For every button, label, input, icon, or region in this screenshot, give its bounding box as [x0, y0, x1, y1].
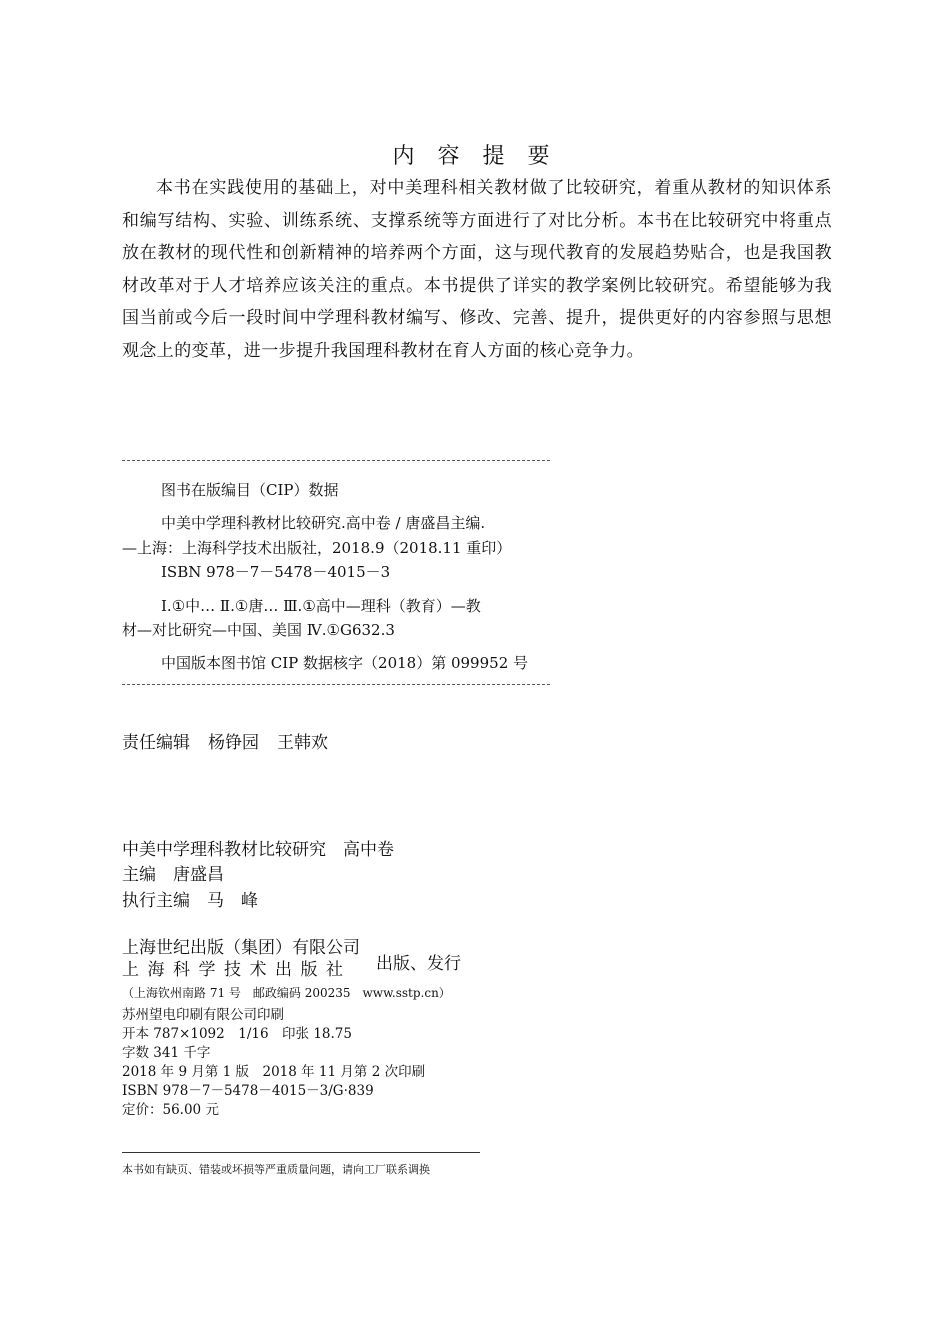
executive-editor: 执行主编 马 峰: [122, 891, 258, 911]
chief-editor: 主编 唐盛昌: [122, 865, 224, 885]
publisher-address: （上海钦州南路 71 号 邮政编码 200235 www.sstp.cn）: [122, 986, 451, 1000]
word-count: 字数 341 千字: [122, 1045, 211, 1061]
cip-subjects-line1: Ⅰ.①中… Ⅱ.①唐… Ⅲ.①高中—理科（教育）—教: [161, 597, 481, 615]
cip-entry-line1: 中美中学理科教材比较研究.高中卷 / 唐盛昌主编.: [161, 514, 486, 532]
cip-verification: 中国版本图书馆 CIP 数据核字（2018）第 099952 号: [161, 654, 529, 672]
quality-notice: 本书如有缺页、错装或坏损等严重质量问题，请向工厂联系调换: [122, 1163, 430, 1176]
cip-isbn: ISBN 978－7－5478－4015－3: [161, 563, 391, 581]
book-title: 中美中学理科教材比较研究 高中卷: [122, 840, 394, 860]
publisher-names: [122, 937, 360, 981]
responsible-editors: [122, 728, 346, 753]
responsible-editor-name: 杨铮园: [208, 733, 259, 753]
cip-top-divider: [122, 460, 550, 461]
cip-bottom-divider: [122, 684, 550, 685]
notice-divider: [122, 1152, 480, 1153]
cip-entry-line2: —上海：上海科学技术出版社，2018.9（2018.11 重印）: [122, 539, 512, 557]
publisher-group: 上海世纪出版（集团）有限公司: [122, 938, 360, 958]
responsible-editors-label: 责任编辑: [122, 733, 190, 753]
summary-title: 内 容 提 要: [392, 144, 558, 169]
price: 定价：56.00 元: [122, 1102, 219, 1118]
printer: 苏州望电印刷有限公司印刷: [122, 1007, 284, 1023]
cip-subjects-line2: 材—对比研究—中国、美国 Ⅳ.①G632.3: [122, 621, 395, 639]
summary-paragraph: 本书在实践使用的基础上，对中美理科相关教材做了比较研究，着重从教材的知识体系和编写结构、实验、训练系统、支撑系统等方面进行了对比分析。本书在比较研究中将重点放在教材的现代性和创新精神的培养两个方面，这与现代教育的发展趋势贴合，也是我国教材改革对于人才培养应该关注的重点。本书提供了详实的教学案例比较研究。希望能够为我国当前或今后一段时间中学理科教材编写、修改、完善、提升，提供更好的内容参照与思想观念上的变革，进一步提升我国理科教材在育人方面的核心竞争力。: [122, 178, 832, 361]
publisher-role: 出版、发行: [376, 954, 461, 974]
edition-info: 2018 年 9 月第 1 版 2018 年 11 月第 2 次印刷: [122, 1064, 426, 1080]
colophon-isbn: ISBN 978－7－5478－4015－3/G·839: [122, 1083, 374, 1099]
responsible-editor-name: 王韩欢: [277, 733, 328, 753]
publisher-press: 上海科学技术出版社: [122, 960, 352, 980]
format-info: 开本 787×1092 1/16 印张 18.75: [122, 1026, 352, 1042]
cip-heading: 图书在版编目（CIP）数据: [161, 481, 339, 499]
